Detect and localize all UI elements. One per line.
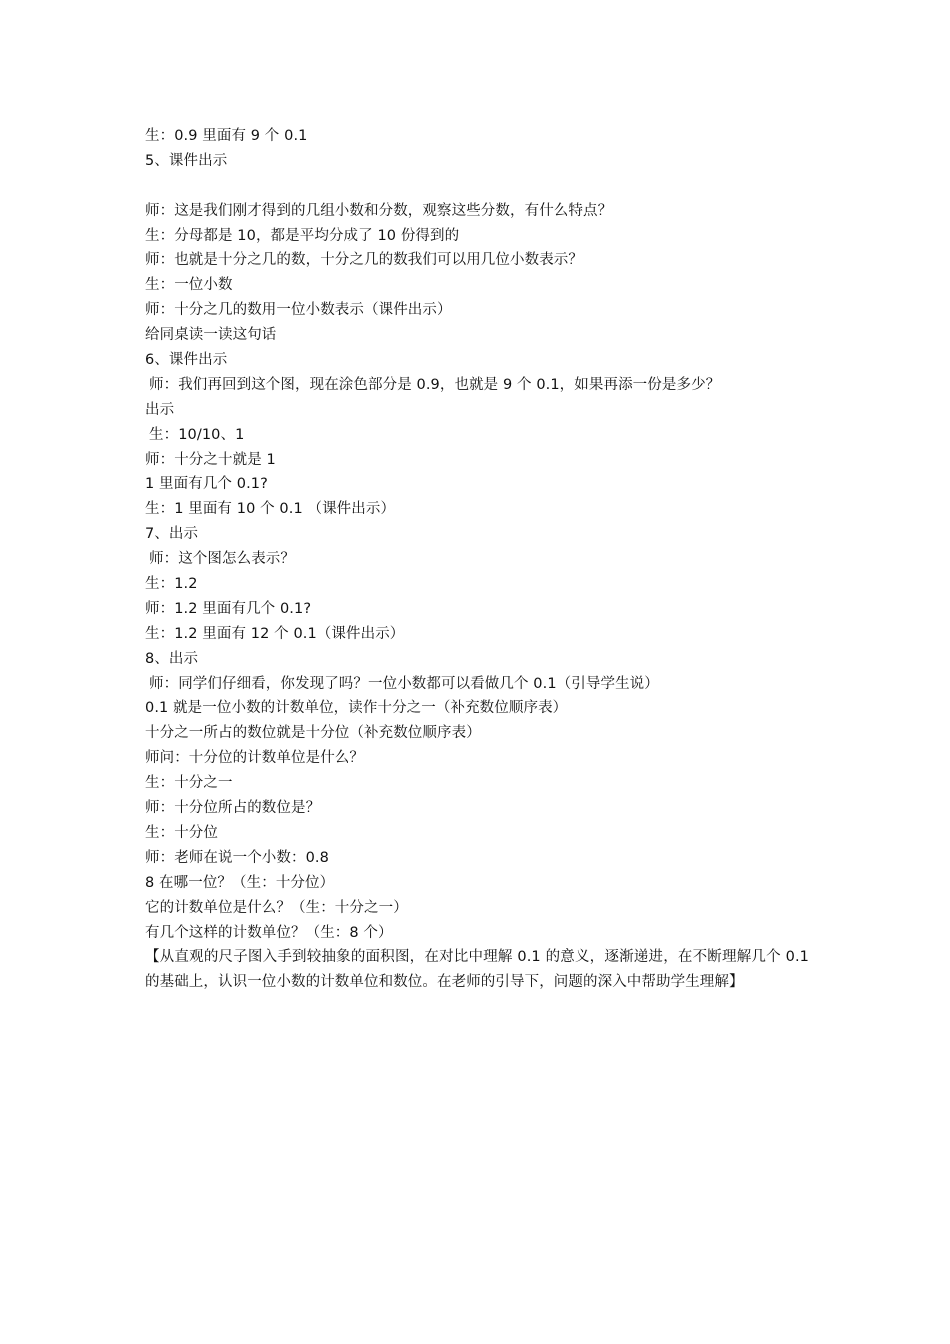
text-line: 生：1 里面有 10 个 0.1 （课件出示） — [145, 501, 396, 518]
text-line: 它的计数单位是什么？（生：十分之一） — [145, 899, 408, 916]
document-body — [145, 124, 809, 995]
section-heading: 5、课件出示 — [145, 152, 228, 169]
text-line: 有几个这样的计数单位？（生：8 个） — [145, 924, 393, 941]
text-line: 生：1.2 — [145, 576, 198, 593]
text-line: 师：十分位所占的数位是？ — [145, 800, 321, 817]
text-line: 师：这是我们刚才得到的几组小数和分数，观察这些分数，有什么特点？ — [145, 202, 613, 219]
blank-line — [145, 174, 809, 199]
text-line: 师：老师在说一个小数：0.8 — [145, 849, 329, 866]
text-line: 师：我们再回到这个图，现在涂色部分是 0.9，也就是 9 个 0.1，如果再添一份是多少？ — [149, 376, 721, 393]
text-line: 给同桌读一读这句话 — [145, 327, 277, 344]
text-line: 0.1 就是一位小数的计数单位，读作十分之一（补充数位顺序表） — [145, 700, 568, 717]
text-line: 生：0.9 里面有 9 个 0.1 — [145, 128, 308, 144]
text-line: 生：分母都是 10，都是平均分成了 10 份得到的 — [145, 227, 460, 244]
text-line: 师问：十分位的计数单位是什么？ — [145, 750, 364, 767]
text-line: 8 在哪一位？（生：十分位） — [145, 874, 335, 891]
summary-paragraph: 【从直观的尺子图入手到较抽象的面积图，在对比中理解 0.1 的意义，逐渐递进，在不断理解几个 0.1 的基础上，认识一位小数的计数单位和数位。在老师的引导下，问题的深入中帮助学生理解】 — [145, 949, 809, 991]
text-line: 师：十分之十就是 1 — [145, 451, 276, 468]
text-line: 出示 — [145, 401, 175, 418]
section-heading: 7、出示 — [145, 526, 199, 543]
text-line: 生：1.2 里面有 12 个 0.1（课件出示） — [145, 625, 405, 642]
text-line: 师：同学们仔细看，你发现了吗？一位小数都可以看做几个 0.1（引导学生说） — [149, 675, 659, 692]
text-line: 师：十分之几的数用一位小数表示（课件出示） — [145, 302, 452, 319]
text-line: 1 里面有几个 0.1? — [145, 476, 268, 493]
text-line: 生：10/10、1 — [149, 426, 245, 443]
text-line: 生：十分之一 — [145, 775, 233, 792]
text-line: 师：1.2 里面有几个 0.1? — [145, 600, 312, 617]
text-line: 生：十分位 — [145, 824, 218, 841]
text-line: 师：也就是十分之几的数，十分之几的数我们可以用几位小数表示？ — [145, 252, 583, 269]
text-line: 师：这个图怎么表示？ — [149, 551, 295, 568]
section-heading: 8、出示 — [145, 650, 199, 667]
section-heading: 6、课件出示 — [145, 352, 228, 369]
text-line: 十分之一所占的数位就是十分位（补充数位顺序表） — [145, 725, 481, 742]
text-line: 生：一位小数 — [145, 277, 233, 294]
